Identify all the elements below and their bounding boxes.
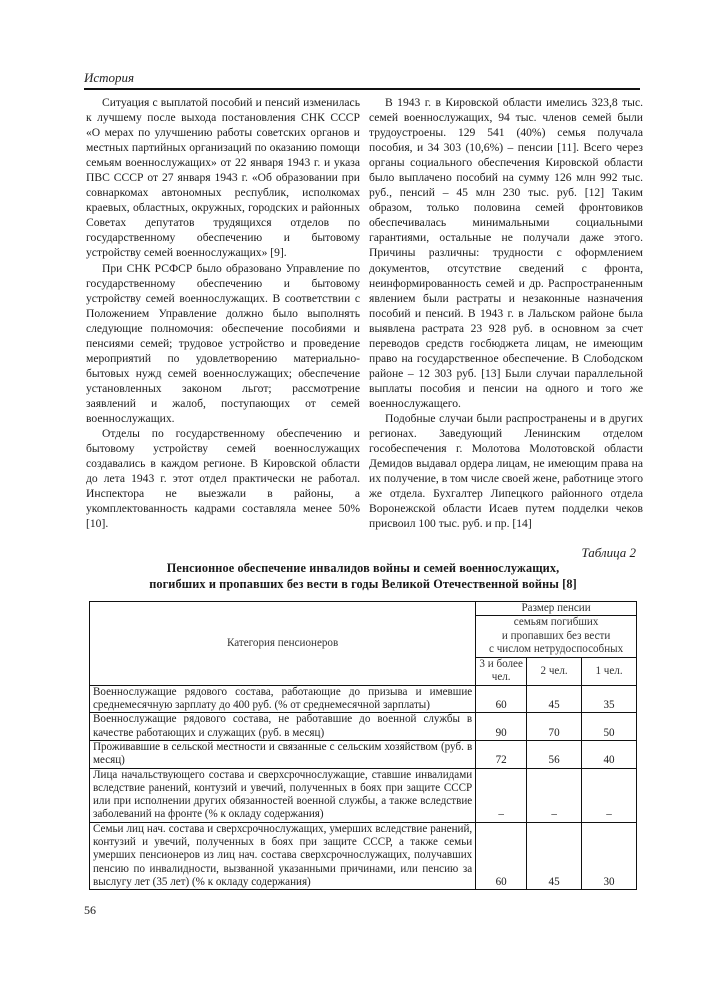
table-title-line: погибших и пропавших без вести в годы Великой Отечественной войны [8] [149,577,577,591]
row-value-2: – [527,768,582,822]
table-row [90,822,637,889]
header-category: Категория пенсионеров [90,602,476,686]
header-subgroup: семьям погибших и пропавших без вести с числом нетрудоспособных [476,616,637,658]
row-value-3plus: 60 [476,822,527,889]
header-col-3plus: 3 и более чел. [476,657,527,685]
header-col-2: 2 чел. [527,657,582,685]
row-value-2: 70 [527,713,582,741]
row-value-1: 50 [582,713,637,741]
row-category: Военнослужащие рядового состава, работающие до призыва и имевшие среднемесячную зарплату до 400 руб. (% от среднемесячной зарплаты) [90,685,476,713]
running-header [84,70,640,86]
paragraph: Отделы по государственному обеспечению и бытовому устройству семей военнослужащих создавались в каждом регионе. В Кировской области до лета 1943 г. этот отдел практически не работал. Инспектора не выезжали в районы, а укомплектованность кадрами составляла менее 50% [10]. [86,427,360,531]
paragraph: Ситуация с выплатой пособий и пенсий изменилась к лучшему после выхода постановления СНК СССР «О мерах по улучшению работы советских органов и местных партийных организаций по оказанию помощи семьям военнослужащих» от 22 января 1943 г. и указа ПВС СССР от 27 января 1943 г. «Об образовании при совнаркомах автономных республик, исполкомах краевых, областных, окружных, городских и районных Советах депутатов трудящихся отделов по государственному обеспечению и бытовому устройству семей военнослужащих» [9]. [86,96,360,260]
row-value-2: 45 [527,822,582,889]
table-title [90,560,636,592]
table-title-line: Пенсионное обеспечение инвалидов войны и семей военнослужащих, [166,561,560,575]
row-value-3plus: – [476,768,527,822]
row-value-3plus: 90 [476,713,527,741]
row-value-3plus: 72 [476,740,527,768]
header-group: Размер пенсии [476,602,637,616]
header-col-1: 1 чел. [582,657,637,685]
row-category: Семьи лиц нач. состава и сверхсрочнослужащих, умерших вследствие ранений, контузий и увечий, полученных в боях при защите СССР, а также семьи умерших пенсионеров из лиц нач. состава сверхсрочнослужащих, получавших пенсию по инвалидности, вызванной указанными причинами, или пенсию за выслугу лет (35 лет) (% к окладу содержания) [90,822,476,889]
row-value-1: 35 [582,685,637,713]
table-row [90,740,637,768]
row-value-2: 45 [527,685,582,713]
paragraph: В 1943 г. в Кировской области имелись 323,8 тыс. семей военнослужащих, 94 тыс. членов семей были трудоустроены. 129 541 (40%) семья получала пособия, и 34 303 (10,6%) – пенсии [11]. Всего через органы социального обеспечения Кировской области было выплачено пособий на сумму 126 млн 992 тыс. руб., пенсий – 45 млн 230 тыс. руб. [12] Таким образом, только половина семей фронтовиков обеспечивалась минимальными социальными гарантиями, остальные не получали даже этого. Причины различны: трудности с оформлением документов, отсутствие сведений с фронта, неинформированность семей и др. Распространенным явлением были растраты и незаконные назначения пособий и пенсий. В 1943 г. в Лальском районе была выявлена растрата 23 928 руб. в основном за счет переводов средств госбюджета лицам, не имеющим право на государственное обеспечение. В Слободском районе – 12 303 руб. [13] Были случаи параллельной выплаты пособия и пенсии на одного и того же военнослужащего. [369,96,643,410]
row-category: Военнослужащие рядового состава, не работавшие до военной службы в качестве работающих и служащих (руб. в месяц) [90,713,476,741]
page-number: 56 [84,903,96,917]
right-column [369,95,643,531]
row-value-2: 56 [527,740,582,768]
row-category: Проживавшие в сельской местности и связанные с сельским хозяйством (руб. в месяц) [90,740,476,768]
left-column [86,95,360,531]
section-title: История [84,70,135,85]
pension-table [89,601,637,890]
table-label: Таблица 2 [581,545,636,560]
paragraph: При СНК РСФСР было образовано Управление по государственному обеспечению и бытовому устройству семей военнослужащих. В соответствии с Положением Управление должно было выполнять следующие полномочия: обеспечение пособиями и пенсиями семей; трудовое устройство и проведение мероприятий по удовлетворению материально-бытовых нужд семей военнослужащих; обеспечение установленных законом льгот; рассмотрение заявлений и жалоб, поступающих от семей военнослужащих. [86,261,360,425]
row-category: Лица начальствующего состава и сверхсрочнослужащие, ставшие инвалидами вследствие ранений, контузий и увечий, полученных в боях при защите СССР или при исполнении других обязанностей военной службы, а также вследствие заболеваний на фронте (% к окладу содержания) [90,768,476,822]
header-rule [84,88,640,90]
table-row [90,685,637,713]
row-value-1: 40 [582,740,637,768]
row-value-1: 30 [582,822,637,889]
table-row [90,713,637,741]
paragraph: Подобные случаи были распространены и в других регионах. Заведующий Ленинским отделом гособеспечения г. Молотова Молотовской области Демидов выдавал ордера лицам, не имеющим права на их получение, в том числе своей жене, работнице этого же отдела. Бухгалтер Липецкого районного отдела Воронежской области Исаев путем подделки чеков присвоил 100 тыс. руб. и пр. [14] [369,411,643,531]
row-value-3plus: 60 [476,685,527,713]
table-row [90,768,637,822]
row-value-1: – [582,768,637,822]
